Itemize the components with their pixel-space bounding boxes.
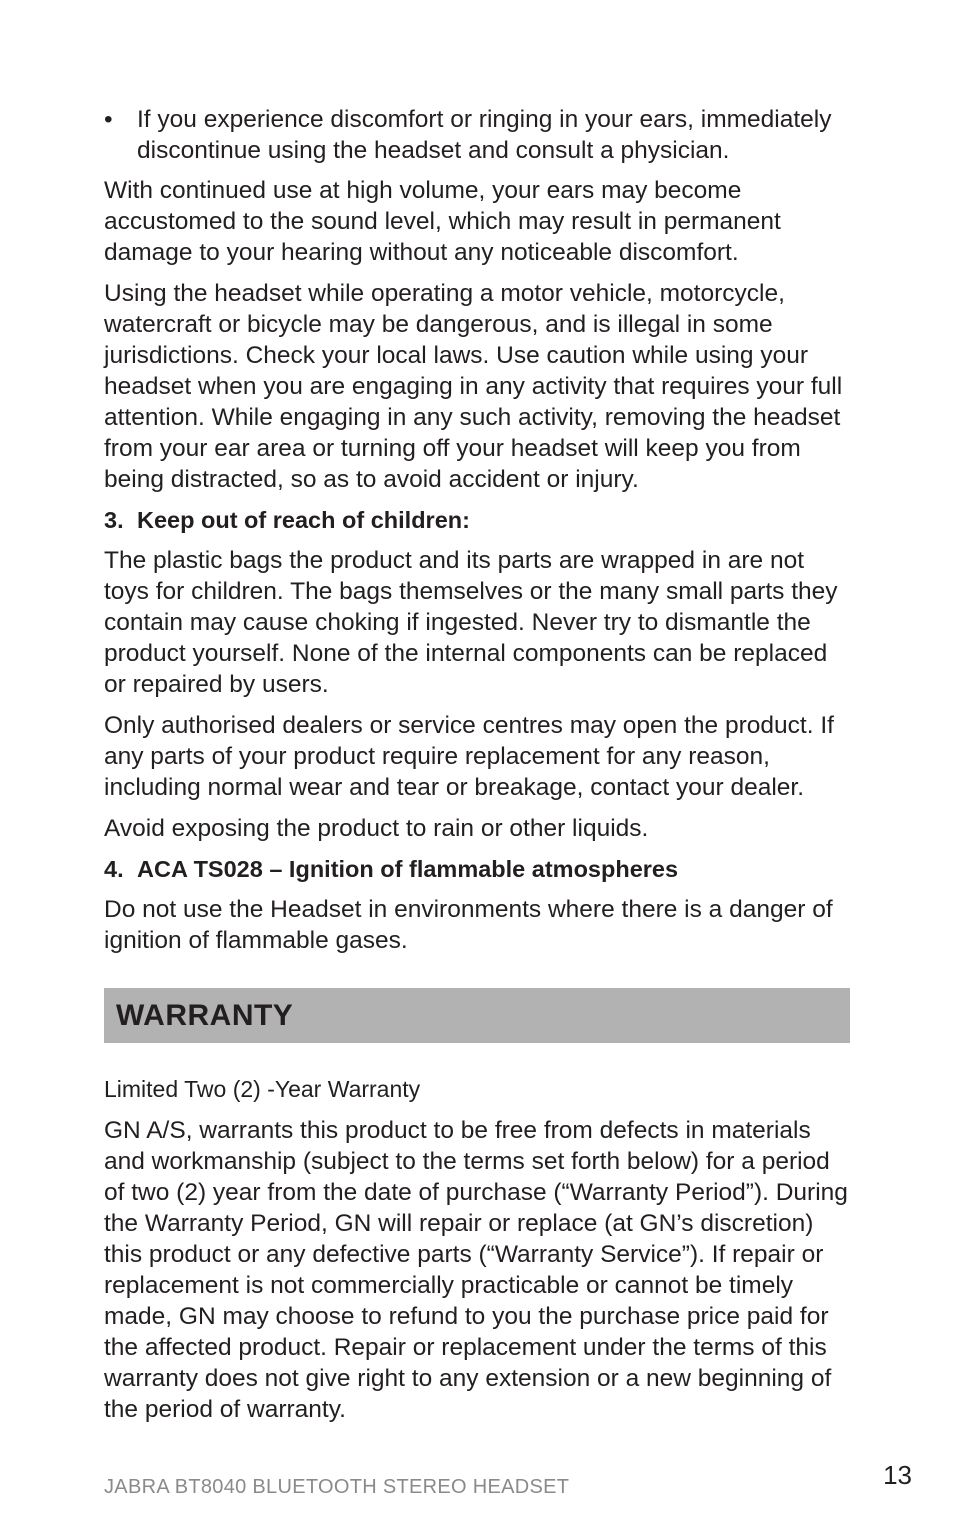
section-4-number: 4. — [104, 856, 124, 882]
warranty-heading: WARRANTY — [116, 998, 294, 1032]
children-paragraph-1: The plastic bags the product and its parts are wrapped in are not toys for children. The bags themselves or the many small parts they contain may cause choking if ingested. Never try to dismantle the product yourself. None of the internal components can be replaced or repaired by users. — [104, 547, 838, 698]
children-paragraph-3: Avoid exposing the product to rain or other liquids. — [104, 815, 649, 842]
hearing-paragraph: With continued use at high volume, your ears may become accustomed to the sound level, which may result in permanent damage to your hearing without any noticeable discomfort. — [104, 177, 781, 266]
flammable-paragraph: Do not use the Headset in environments where there is a danger of ignition of flammable gases. — [104, 896, 833, 954]
warranty-subtitle: Limited Two (2) -Year Warranty — [104, 1076, 421, 1102]
section-3-title: Keep out of reach of children: — [137, 507, 470, 533]
page-number: 13 — [883, 1460, 912, 1490]
section-4-heading — [104, 854, 850, 885]
section-4-title: ACA TS028 – Ignition of flammable atmospheres — [137, 856, 679, 882]
bullet-icon: • — [104, 106, 113, 133]
children-paragraph-2: Only authorised dealers or service centres may open the product. If any parts of your product require replacement for any reason, including normal wear and tear or breakage, contact your dealer. — [104, 712, 834, 801]
driving-paragraph: Using the headset while operating a motor vehicle, motorcycle, watercraft or bicycle may be dangerous, and is illegal in some jurisdictions. Check your local laws. Use caution while using your headset when you are engaging in any activity that requires your full attention. While engaging in any such activity, removing the headset from your ear area or turning off your headset will keep you from being distracted, so as to avoid accident or injury. — [104, 280, 843, 493]
bullet-text: If you experience discomfort or ringing in your ears, immediately discontinue using the headset and consult a physician. — [137, 106, 832, 164]
section-3-number: 3. — [104, 507, 124, 533]
page-content — [104, 104, 850, 1435]
warranty-heading-bar — [104, 988, 850, 1043]
footer-product-name: JABRA BT8040 BLUETOOTH STEREO HEADSET — [104, 1476, 570, 1498]
list-item — [104, 104, 850, 166]
section-3-heading — [104, 505, 850, 536]
warranty-body: GN A/S, warrants this product to be free from defects in materials and workmanship (subject to the terms set forth below) for a period of two (2) year from the date of purchase (“Warranty Period”). During the Warranty Period, GN will repair or replace (at GN’s discretion) this product or any defective parts (“Warranty Service”). If repair or replacement is not commercially practicable or cannot be timely made, GN may choose to refund to you the purchase price paid for the affected product. Repair or replacement under the terms of this warranty does not give right to any extension or a new beginning of the period of warranty. — [104, 1117, 848, 1423]
